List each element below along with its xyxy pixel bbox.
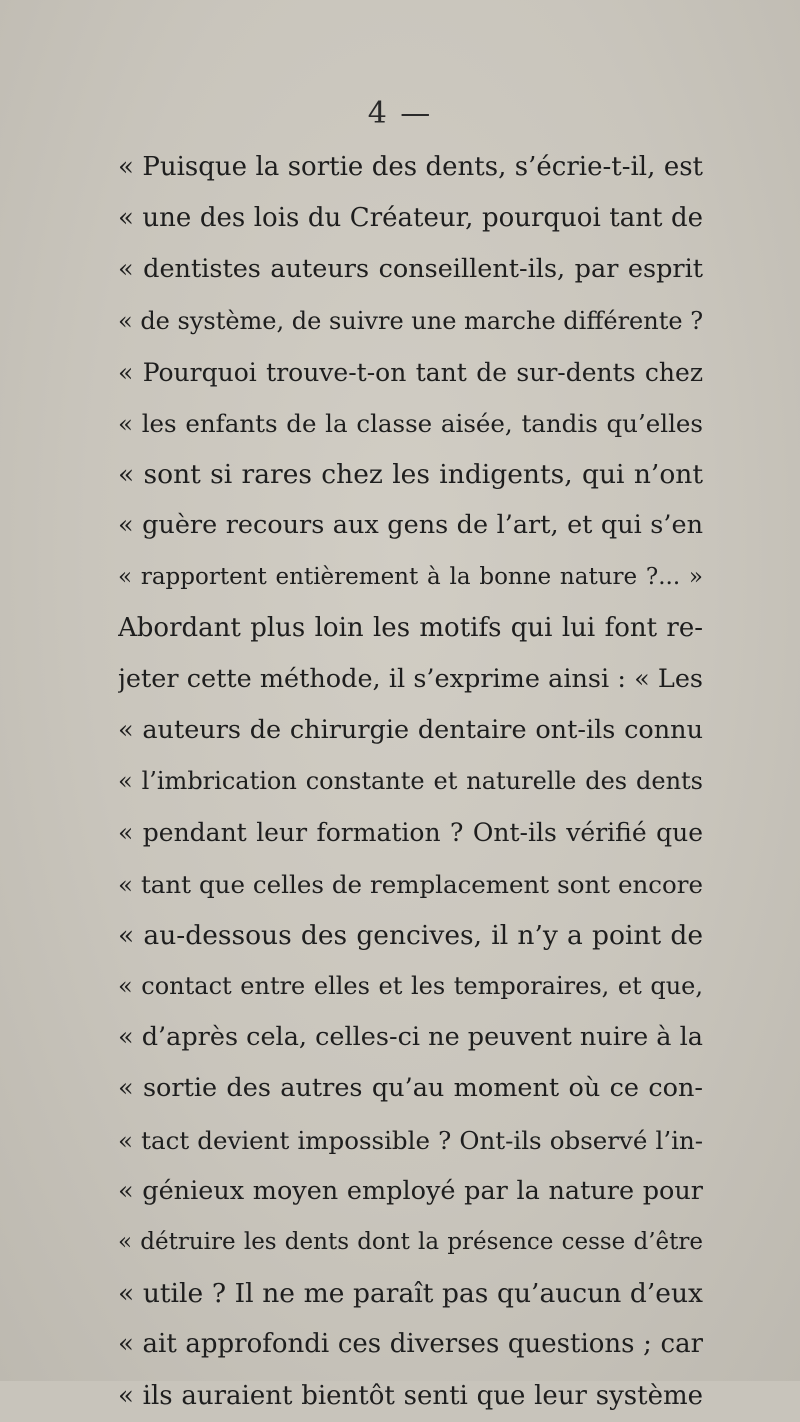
text-line: « auteurs de chirurgie dentaire ont-ils connu — [118, 715, 703, 746]
text-line: « sortie des autres qu’au moment où ce con- — [118, 1073, 703, 1104]
text-line: « sont si rares chez les indigents, qui n’ont — [118, 459, 703, 491]
text-line: « détruire les dents dont la présence cesse d’être — [118, 1228, 703, 1255]
text-line: « une des lois du Créateur, pourquoi tant de — [118, 203, 703, 234]
text-line: « guère recours aux gens de l’art, et qui s’en — [118, 510, 703, 541]
text-line: « utile ? Il ne me paraît pas qu’aucun d’eux — [118, 1278, 703, 1310]
text-line: « tant que celles de remplacement sont encore — [118, 869, 703, 899]
text-line: « dentistes auteurs conseillent-ils, par esprit — [118, 254, 703, 285]
text-line: jeter cette méthode, il s’exprime ainsi : « Les — [118, 663, 703, 694]
text-line: « génieux moyen employé par la nature pour — [118, 1175, 703, 1206]
text-line: « au-dessous des gencives, il n’y a point de — [118, 919, 703, 951]
text-line: « l’imbrication constante et naturelle des dents — [118, 767, 703, 796]
text-line: « d’après cela, celles-ci ne peuvent nuire à la — [118, 1022, 703, 1053]
page-number: 4 — — [367, 96, 433, 131]
text-line: « Pourquoi trouve-t-on tant de sur-dents chez — [118, 357, 703, 387]
text-line: « ils auraient bientôt senti que leur système — [118, 1380, 703, 1411]
text-line: « rapportent entièrement à la bonne nature ?... » — [118, 563, 703, 590]
text-line: « Puisque la sortie des dents, s’écrie-t-il, est — [118, 152, 703, 182]
text-line: Abordant plus loin les motifs qui lui font re- — [118, 612, 703, 643]
text-body — [118, 142, 703, 1422]
text-line: « contact entre elles et les temporaires, et que, — [118, 972, 703, 1000]
text-line: « pendant leur formation ? Ont-ils vérifié que — [118, 818, 703, 848]
text-line: « les enfants de la classe aisée, tandis qu’elles — [118, 408, 703, 438]
text-line: « de système, de suivre une marche différente ? — [118, 306, 703, 335]
text-line: « ait approfondi ces diverses questions ; car — [118, 1329, 703, 1360]
text-line: « tact devient impossible ? Ont-ils observé l’in- — [118, 1125, 703, 1155]
